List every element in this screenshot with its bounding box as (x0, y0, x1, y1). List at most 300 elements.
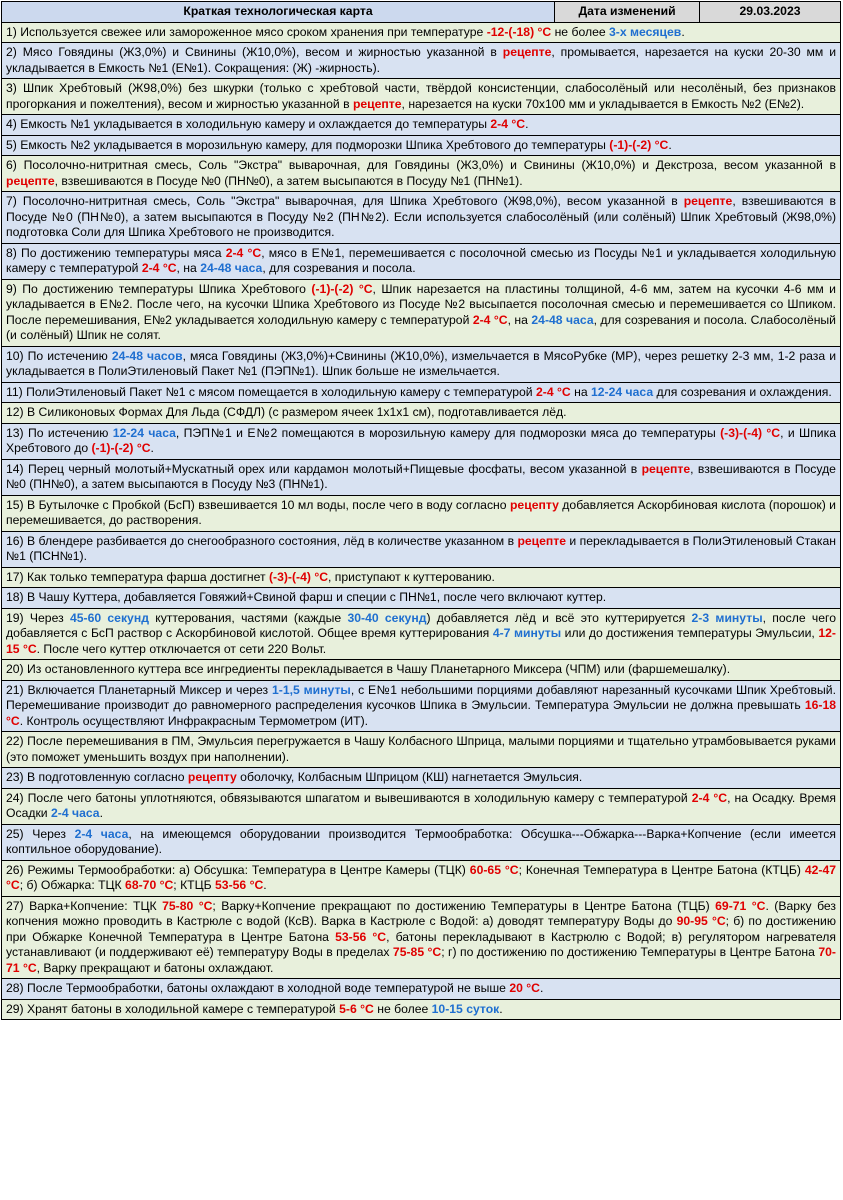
highlight-red: 2-4 °С (691, 790, 728, 805)
step-26-text (2, 860, 841, 896)
bold-term: батоны (395, 929, 437, 944)
bold-term: Термообработки (65, 981, 160, 995)
text-run: , (386, 929, 396, 944)
highlight-red: рецепте (683, 194, 733, 208)
step-16-text (2, 531, 841, 567)
text-run: . (525, 117, 529, 131)
bold-term: Шпика Хребтового (6, 425, 836, 455)
step-19-text (2, 608, 841, 660)
bold-term: СФДЛ (227, 405, 261, 419)
text-run: 26) Режимы (6, 862, 78, 877)
bold-term: Шпик Хребтовый (680, 209, 778, 224)
text-run: (Ж98,0%) без (121, 81, 214, 95)
step-row (2, 680, 841, 732)
step-row (2, 192, 841, 244)
text-run: . (263, 878, 267, 892)
highlight-red: 53-56 °С (335, 929, 387, 944)
bold-term: Эмульсии (612, 698, 669, 712)
bold-term: Эмульсия (522, 770, 579, 784)
text-run: 3) (6, 81, 24, 95)
text-run: 23) В подготовленную согласно (6, 770, 188, 784)
text-run: до (654, 914, 677, 928)
text-run: , (182, 348, 191, 363)
bold-term: Шпиком. (787, 297, 837, 311)
step-1-text (2, 22, 841, 43)
bold-term: ТЦБ (681, 898, 706, 913)
step-2-text (2, 43, 841, 79)
bold-term: Бутылочке с Пробкой (38, 497, 161, 512)
bold-term: Посуды №1 (594, 245, 663, 260)
bold-term: Слабосолёный (750, 312, 836, 327)
text-run: , взвешиваются в (690, 461, 795, 476)
highlight-blue: 2-4 часа (74, 826, 129, 841)
bold-term: ПолиЭтиленовый Пакет №1 (26, 384, 186, 399)
step-12-text (2, 403, 841, 424)
text-run: до температуры (618, 425, 721, 440)
bold-term: посолочной смесью (459, 245, 574, 260)
text-run: на (570, 384, 591, 399)
highlight-red: 90-95 °С (676, 914, 726, 928)
step-row (2, 403, 841, 424)
text-run: ( (219, 405, 228, 419)
text-run: 7) (6, 194, 23, 208)
step-row (2, 22, 841, 43)
text-run: , нарезается на куски (401, 96, 526, 111)
text-run: (МР), через решетку (607, 348, 732, 363)
text-run: (ПН№0), а затем высыпаются в (72, 209, 268, 224)
text-run: ) (796, 862, 805, 877)
bold-term: Чашу Колбасного Шприца (353, 734, 502, 748)
text-run: ) (с размером ячеек (260, 405, 377, 419)
step-row (2, 567, 841, 588)
bold-term: Планетарный Миксер (98, 682, 222, 697)
text-run: , для (353, 194, 390, 208)
text-run: и перемешивается со (654, 297, 788, 311)
text-run: , частями (каждые (231, 610, 348, 625)
highlight-red: 42-47 °С (6, 862, 836, 892)
bold-term: батоны (95, 790, 137, 805)
text-run: время (357, 626, 400, 640)
text-run: ) (461, 862, 470, 877)
highlight-red: рецепте (641, 461, 691, 476)
step-20-text (2, 660, 841, 681)
text-run: 21) Включается (6, 682, 99, 697)
bold-term: Декстроза (655, 158, 714, 172)
highlight-red: -12-(-18) °С (486, 24, 552, 39)
bold-term: в Емкость №1 (88, 60, 169, 75)
text-run: (ПЭП№1). (257, 364, 322, 378)
text-run: 4) (6, 117, 21, 131)
text-run: . (668, 137, 672, 152)
bold-term: Шпик Хребтовый (23, 81, 122, 95)
text-run: небольшими порциями добавляют нарезанный кусочками (397, 682, 737, 697)
bold-term: Соль "Экстра" выварочная (198, 158, 357, 172)
bold-term: Шпика Хребтового (405, 137, 511, 152)
text-run: для созревания и охлаждения. (653, 384, 832, 399)
highlight-blue: 2-3 минуты (691, 610, 763, 625)
bold-term: Соль "Экстра" выварочная (196, 194, 354, 208)
text-run: (Ж3,0%) и (449, 158, 524, 172)
text-run: достигнет (206, 569, 269, 584)
text-run: 27) (6, 898, 30, 913)
highlight-red: 16-18 °С (6, 698, 836, 728)
bold-term: 70х100 мм (525, 96, 586, 111)
text-run: ; (518, 862, 526, 877)
text-run: . ( (765, 898, 779, 913)
bold-term: Обжарка (40, 878, 92, 892)
text-run: и укладывается в (585, 96, 692, 111)
text-run: и (690, 312, 704, 327)
text-run: высыпается (465, 297, 542, 311)
text-run: После перемешивания, (6, 312, 144, 327)
bold-term: слабосолёный (506, 209, 589, 224)
bold-term: Кастрюле с водой (176, 914, 281, 928)
text-run: ). (360, 713, 369, 728)
text-run: ( (25, 549, 34, 563)
bold-term: батоны (70, 1001, 112, 1016)
text-run: , взвешиваются в (732, 194, 836, 208)
text-run: , с (350, 682, 369, 697)
text-run: , батоны (159, 981, 212, 995)
text-run: перегружается в (253, 734, 354, 748)
bold-term: 220 Вольт (267, 641, 323, 656)
highlight-red: рецепте (352, 96, 402, 111)
text-run: нарезается на пластины толщиной, (411, 281, 630, 296)
text-run: (ПН№0), а затем высыпаются в (25, 477, 212, 491)
step-10-text (2, 346, 841, 382)
text-run: и через (221, 682, 272, 697)
text-run: и перекладывается в (566, 533, 693, 548)
highlight-red: рецепте (502, 45, 552, 59)
step-14-text (2, 459, 841, 495)
bold-term: куттер (109, 641, 146, 656)
step-row (2, 495, 841, 531)
highlight-blue: 4-7 минуты (492, 626, 562, 640)
bold-term: мясом (198, 384, 235, 399)
text-run: в (296, 245, 312, 260)
step-15-text (2, 495, 841, 531)
bold-term: 4-6 мм (783, 281, 824, 296)
text-run: 6) (6, 158, 24, 172)
text-run: 16) В (6, 533, 39, 548)
bold-term: БсП (90, 626, 114, 640)
bold-term: Аскорбиновая кислота (порошок) (637, 497, 826, 512)
text-run: не более (373, 1001, 432, 1016)
bold-term: Емкость №1 (20, 117, 91, 131)
bold-term: куттерируется (605, 610, 686, 625)
step-row (2, 824, 841, 860)
text-run: . (578, 770, 583, 784)
step-row (2, 346, 841, 382)
text-run: , (190, 734, 198, 748)
step-5-text (2, 135, 841, 156)
text-run: , для (593, 312, 625, 327)
text-run: ) нагнетается (444, 770, 523, 784)
text-run: . (150, 441, 154, 455)
step-27-text (2, 896, 841, 979)
bold-term: Е№2 (247, 425, 278, 440)
text-run: , твёрдой консистенции, слабосолёный или несолёный, без признаков прогоркания и пожелтения), весом и жирностью указанной в (6, 81, 836, 111)
text-run: (и солёный) (6, 328, 77, 342)
bold-term: 10 мл воды (280, 497, 346, 512)
step-row (2, 43, 841, 79)
highlight-red: (-3)-(-4) °С (268, 569, 328, 584)
bold-term: Свинины (335, 348, 387, 363)
bold-term: ТЦК (98, 878, 122, 892)
step-row (2, 156, 841, 192)
bold-term: 1-2 раза (777, 348, 826, 363)
text-run: , (261, 245, 269, 260)
text-run: раствор с (113, 626, 176, 640)
text-run: , после чего включают (436, 590, 567, 604)
bold-term: ПолиЭтиленовый Пакет №1 (98, 364, 258, 378)
bold-term: имеется коптильное оборудование (6, 826, 836, 856)
text-run: 15) В (6, 497, 39, 512)
bold-term: 20-30 мм (769, 45, 824, 59)
text-run: , взвешиваются в (54, 173, 157, 188)
text-run: разбивается до снегообразного состояния, (93, 533, 344, 548)
text-run: 28) После (6, 981, 66, 995)
highlight-blue: 10-15 суток (431, 1001, 500, 1016)
highlight-blue: 24-48 часов (111, 348, 183, 363)
step-7-text (2, 192, 841, 244)
highlight-red: 2-4 °С (472, 312, 508, 327)
text-run: ; (212, 898, 222, 913)
text-run: не более (551, 24, 610, 39)
bold-term: Посуде №0 (6, 209, 73, 224)
bold-term: Посуду №3 (211, 477, 276, 491)
bold-term: Шпика Хребтового (389, 194, 498, 208)
bold-term: Е№2. (99, 297, 133, 311)
text-run: ), подготавливается (427, 405, 543, 419)
text-run: и всё это (535, 610, 606, 625)
bold-term: Осадки (6, 806, 48, 820)
bold-term: Е№1 (311, 245, 342, 260)
text-run: 13) По истечению (6, 425, 113, 440)
text-run: После чего, на кусочки (132, 297, 273, 311)
highlight-red: рецепту (509, 497, 559, 512)
step-row (2, 788, 841, 824)
highlight-red: 5-6 °С (339, 1001, 374, 1016)
text-run: Термообработки (77, 862, 172, 877)
text-run: для (100, 225, 129, 239)
text-run: . Температура (527, 698, 613, 712)
text-run: . (157, 328, 161, 342)
highlight-blue: 24-48 часа (531, 312, 594, 327)
text-run: 14) (6, 461, 28, 476)
highlight-red: 53-56 °С (215, 878, 264, 892)
bold-term: КШ (426, 770, 445, 784)
bold-term: КсВ (288, 914, 310, 928)
text-run: 9) По достижению температуры (6, 281, 199, 296)
text-run: (Ж10,0%), измельчается в (386, 348, 544, 363)
bold-term: шкурки (213, 81, 254, 95)
text-run: 20) Из (6, 662, 45, 676)
header-row (2, 2, 841, 23)
highlight-red: 2-4 °С (536, 384, 571, 399)
text-run: , для (262, 261, 294, 275)
bold-term: ИТ (344, 713, 361, 728)
bold-term: Посуду №2 (267, 209, 334, 224)
bold-term: Говяжий+Свиной фарш (199, 590, 333, 604)
step-row (2, 999, 841, 1020)
text-run: и перемешивается, до растворения. (6, 497, 836, 527)
highlight-red: 2-4 °С (141, 261, 177, 275)
highlight-red: рецепте (6, 173, 55, 188)
tech-card-table (1, 1, 841, 1020)
bold-term: копчения (6, 914, 59, 928)
step-28-text (2, 979, 841, 1000)
text-run: и (231, 425, 248, 440)
step-row (2, 115, 841, 136)
bold-term: лёд (514, 610, 536, 625)
bold-term: Варку (778, 898, 812, 913)
bold-term: Чашу Куттера (38, 590, 118, 604)
text-run: 2) Мясо (6, 45, 59, 59)
bold-term: Посуде №0 (6, 461, 836, 491)
text-run: : (91, 878, 99, 892)
bold-term: Шпик Хребтовый (736, 682, 833, 697)
text-run: ) добавляется (426, 610, 515, 625)
text-run: или (141, 24, 170, 39)
bold-term: Посолочно-нитритная смесь (23, 158, 189, 172)
bold-term: Шпика (419, 698, 457, 712)
bold-term: Соли (71, 225, 101, 239)
bold-term: остановленного куттера (44, 662, 181, 676)
text-run: (если (741, 826, 790, 841)
highlight-red: 2-4 °С (225, 245, 262, 260)
step-8-text (2, 243, 841, 279)
step-23-text (2, 768, 841, 789)
highlight-blue: 1-1,5 минуты (272, 682, 351, 697)
text-run: : (124, 898, 134, 913)
highlight-red: (-1)-(-2) °С (91, 441, 151, 455)
text-run: , весом указанной в (522, 461, 642, 476)
text-run: ( (671, 898, 682, 913)
text-run: и укладывается в (6, 281, 836, 311)
text-run: 18) В (6, 590, 39, 604)
text-run: все ингредиенты перекладывается в (180, 662, 397, 676)
text-run: ; б) (19, 878, 41, 892)
text-run: ; г) по достижению по достижению (441, 945, 641, 959)
bold-term: КТЦБ (180, 878, 212, 892)
text-run: , приступают к (328, 569, 413, 584)
text-run: 5) (6, 137, 21, 152)
highlight-red: (-1)-(-2) °С (609, 137, 669, 152)
step-row (2, 608, 841, 660)
bold-term: МясоРубке (543, 348, 608, 363)
text-run: прекращают и батоны охлаждают. (76, 960, 274, 975)
highlight-red: (-3)-(-4) °С (720, 425, 781, 440)
text-run: ; в) регулятором нагревателя устанавливают (и поддерживают её) (6, 929, 836, 959)
text-run: из (378, 297, 400, 311)
bold-term: Термообработка: Обсушка---Обжарка---Варка+Копчение (414, 826, 742, 841)
step-3-text (2, 79, 841, 115)
bold-term: посола (372, 261, 413, 275)
step-row (2, 531, 841, 567)
bold-term: ПСН№1 (33, 549, 80, 563)
text-run: в (456, 698, 472, 712)
bold-term: Е№2 (143, 312, 172, 327)
bold-term: ПолиЭтиленовый Стакан №1 (6, 533, 836, 563)
bold-term: посола (703, 312, 744, 327)
step-row (2, 243, 841, 279)
bold-term: 1х1х1 см (376, 405, 428, 419)
text-run: : (244, 862, 252, 877)
text-run: в количестве указанном в (364, 533, 518, 548)
text-run: , малыми порциями и тщательно утрамбовывается руками (это поможет уменьшить воздух при наполнении). (6, 734, 836, 764)
highlight-red: 75-85 °С (392, 945, 442, 959)
text-run: 29) Хранят (6, 1001, 71, 1016)
text-run: , после чего в воду согласно (345, 497, 510, 512)
bold-term: куттерирования (399, 626, 490, 640)
text-run: , на (727, 790, 753, 805)
step-row (2, 860, 841, 896)
text-run: . (322, 641, 327, 656)
text-run: (Ж98,0%), весом указанной в (497, 194, 684, 208)
text-run: , весом указанной в (713, 158, 836, 172)
text-run: (ПН№2). Если используется (333, 209, 507, 224)
text-run: 17) Как только температура (6, 569, 167, 584)
bold-term: Силиконовых Формах Для Льда (38, 405, 220, 419)
text-run: и укладывается холодильную камеру с температурой (6, 245, 836, 275)
bold-term: ТЦК (133, 898, 157, 913)
text-run: , (186, 194, 197, 208)
step-9-text (2, 279, 841, 346)
text-run: ( (160, 497, 168, 512)
text-run: ( (336, 713, 345, 728)
text-run: Обсушка (193, 862, 245, 877)
text-run: . Время (791, 790, 836, 805)
text-run: в пределах (322, 945, 393, 959)
bold-term: Е№1 (368, 682, 397, 697)
bold-term: Варка в Кастрюле с Водой (321, 914, 476, 928)
step-13-text (2, 423, 841, 459)
bold-term: Чашу Планетарного Миксера (396, 662, 563, 676)
bold-term: Посуде №0 (156, 173, 221, 188)
text-run: ). (309, 914, 322, 928)
text-run: (Е№2). (761, 96, 805, 111)
step-row (2, 135, 841, 156)
bold-term: Емкость №2 (20, 137, 91, 152)
bold-term: температуру Воды (217, 945, 323, 959)
text-run: до температуры (510, 137, 610, 152)
text-run: , (36, 960, 44, 975)
text-run: до (70, 441, 92, 455)
bold-term: Температура в Центре Камеры (251, 862, 431, 877)
bold-term: Инфракрасным Термометром (167, 713, 337, 728)
bold-term: хребтовой части (319, 81, 417, 95)
text-run: , (188, 158, 199, 172)
text-run: или до достижения температуры (561, 626, 756, 640)
bold-term: лёд. (542, 405, 567, 419)
text-run: (Ж3,0%) и (113, 45, 186, 59)
step-18-text (2, 588, 841, 609)
text-run: , перемешивается с (341, 245, 460, 260)
text-run: (Ж98,0%) подготовка (6, 209, 837, 239)
bold-term: БсП (167, 497, 191, 512)
text-run: без (811, 898, 837, 913)
text-run: укладывается холодильную камеру с температурой (171, 312, 473, 327)
text-run: (ПН№1). (275, 477, 328, 491)
bold-term: Осадку (752, 790, 792, 805)
bold-term: куттер (566, 590, 603, 604)
bold-term: Говядины (394, 158, 450, 172)
text-run: ( (430, 862, 439, 877)
bold-term: Кастрюлю с Водой (551, 929, 663, 944)
text-run: ( (757, 862, 766, 877)
bold-term: ПЭП№1 (183, 425, 232, 440)
